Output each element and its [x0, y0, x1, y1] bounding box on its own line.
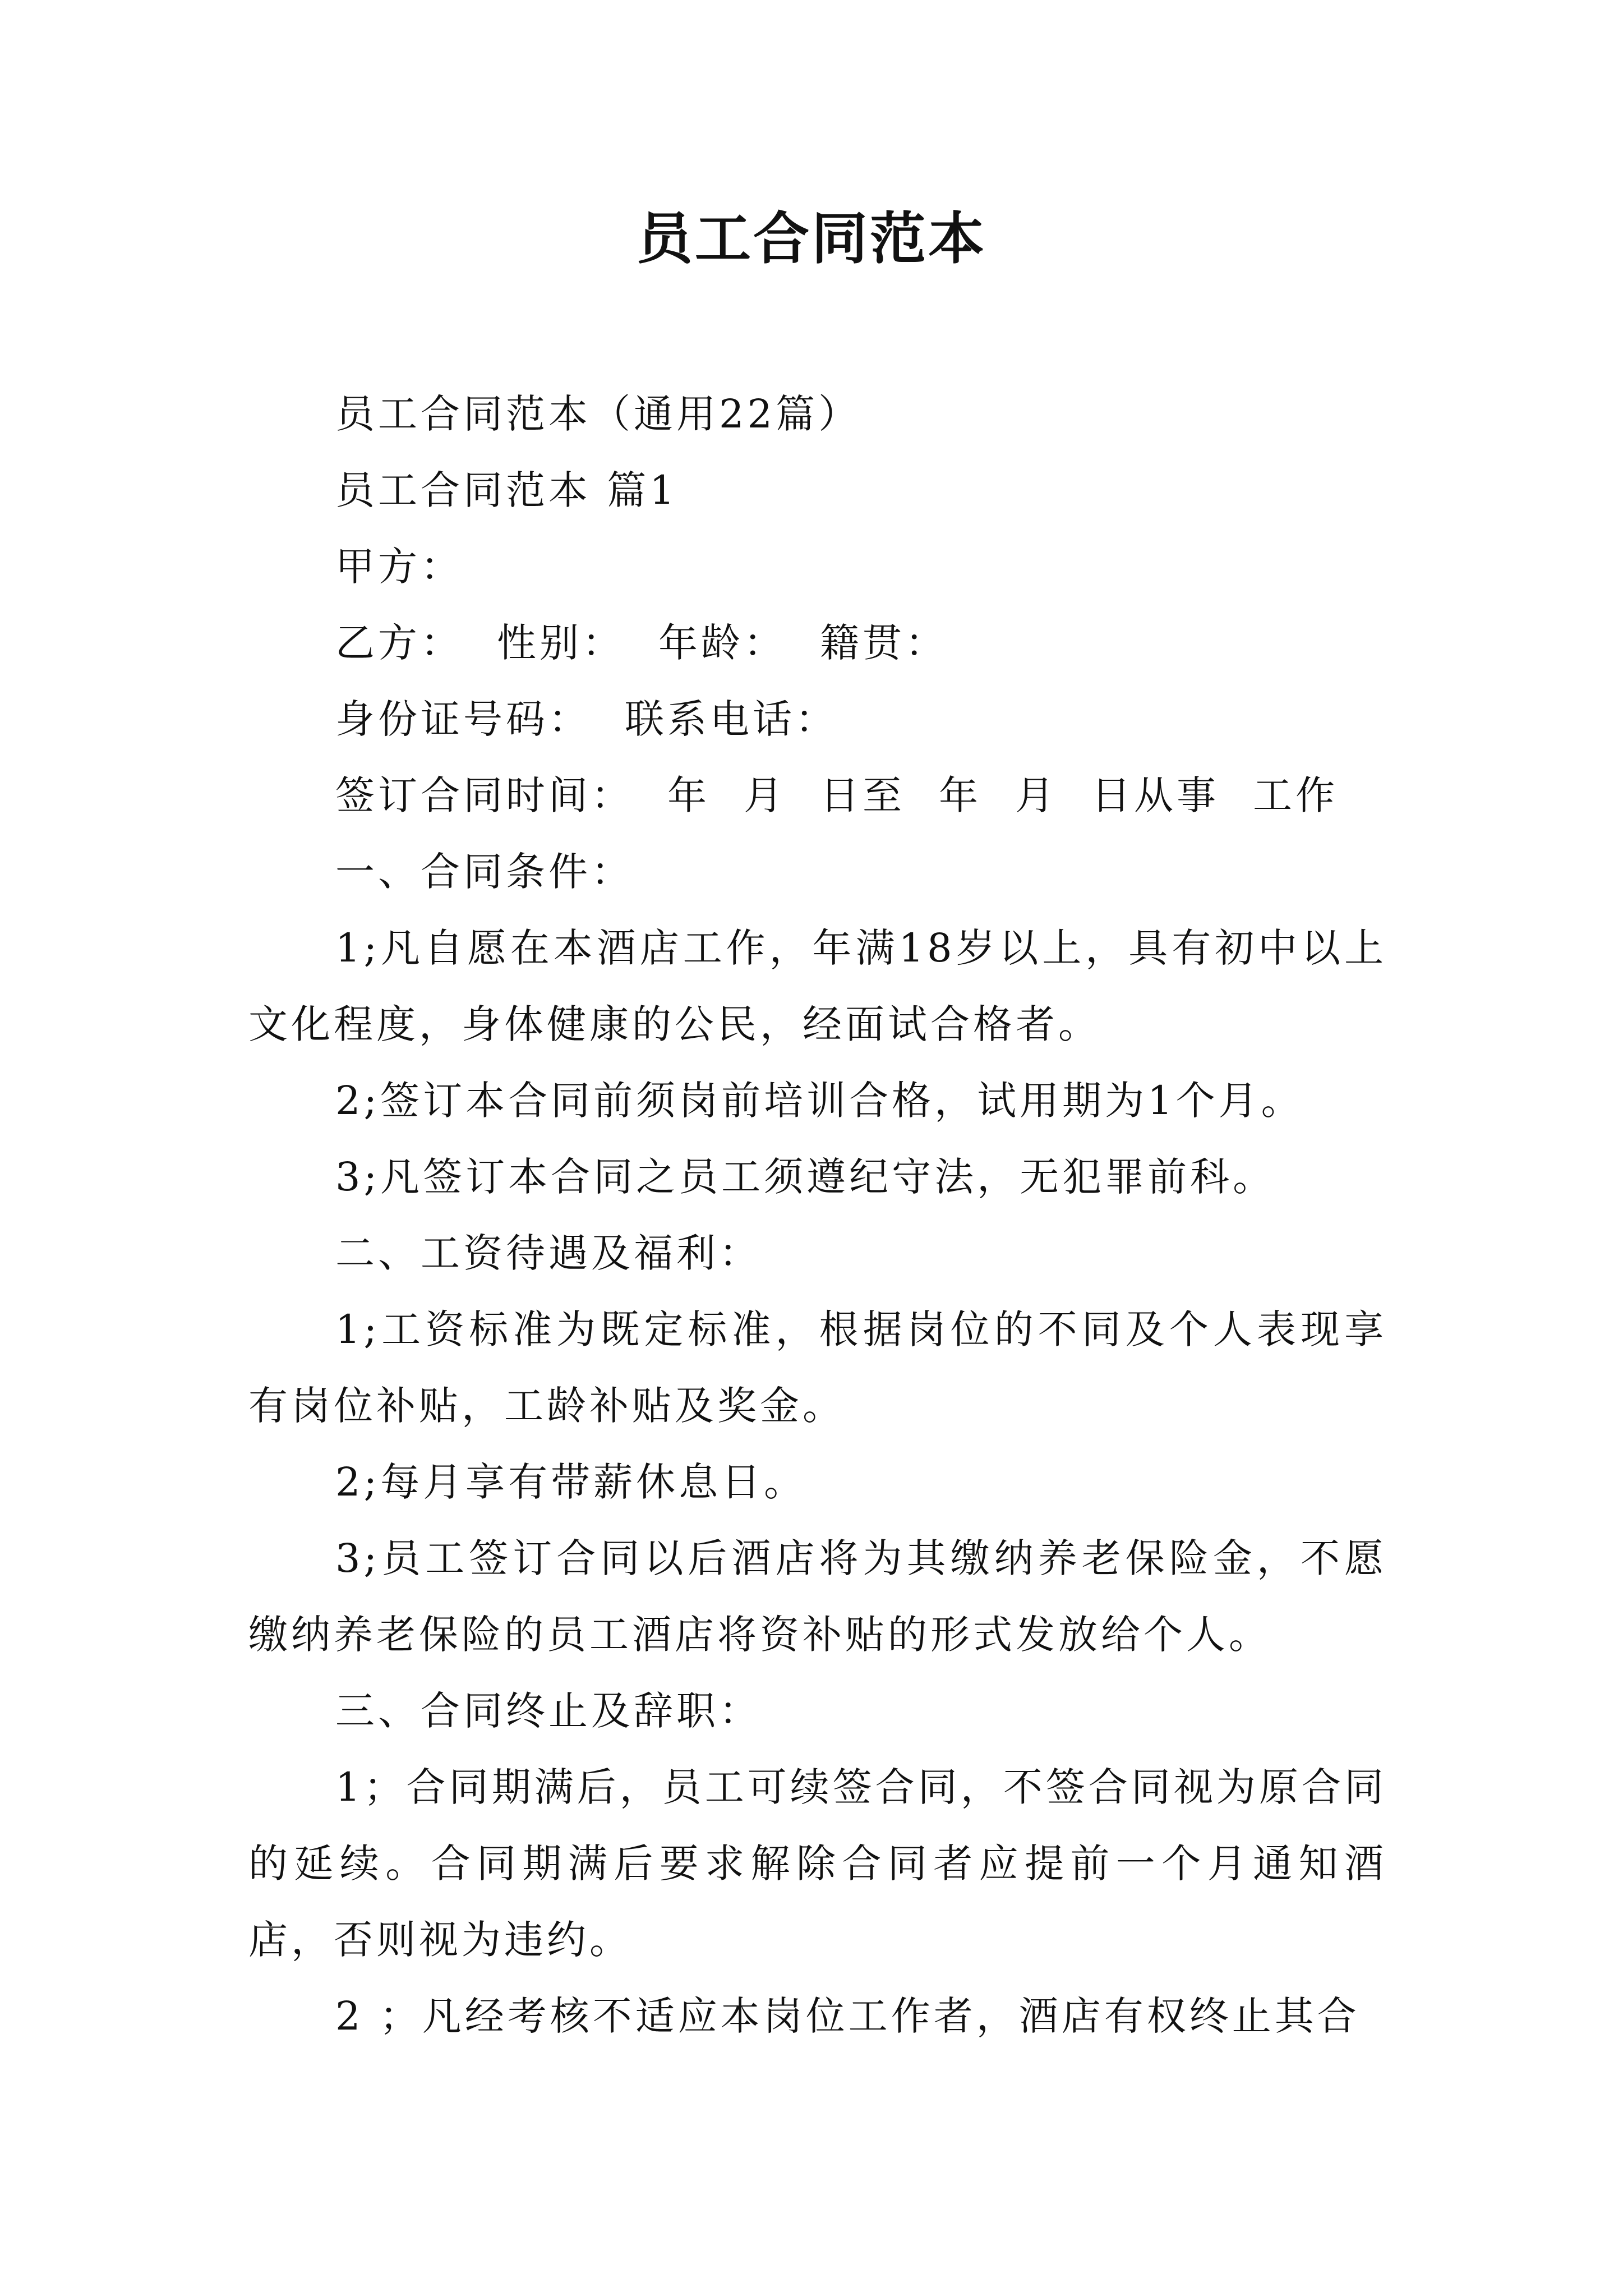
section-heading: 员工合同范本 篇1 — [335, 467, 678, 513]
end-month: 月 — [1015, 772, 1058, 818]
work-label: 工作 — [1253, 772, 1338, 818]
start-month: 月 — [744, 772, 786, 818]
clause-2-3: 3;员工签订合同以后酒店将为其缴纳养老保险金，不愿缴纳养老保险的员工酒店将资补贴的形式发放给个人。 — [248, 1535, 1387, 1658]
gender-field: 性别： — [497, 620, 625, 666]
heading-termination: 三、合同终止及辞职： — [335, 1688, 762, 1734]
document-body — [248, 376, 1387, 2054]
end-day-engage: 日从事 — [1091, 772, 1219, 818]
start-day-to: 日至 — [820, 772, 905, 818]
party-b-row — [248, 605, 1387, 681]
clause-1-1: 1;凡自愿在本酒店工作，年满18岁以上，具有初中以上文化程度，身体健康的公民，经面试合格者。 — [248, 925, 1387, 1047]
clause-1-2: 2;签订本合同前须岗前培训合格，试用期为1个月。 — [335, 1078, 1304, 1124]
heading-wages-benefits: 二、工资待遇及福利： — [335, 1230, 762, 1276]
sign-time-row — [248, 757, 1387, 834]
start-year: 年 — [667, 772, 710, 818]
clause-2-2: 2;每月享有带薪休息日。 — [335, 1459, 807, 1505]
party-a-field: 甲方： — [335, 544, 463, 590]
age-field: 年龄： — [658, 620, 786, 666]
document-title: 员工合同范本 — [637, 205, 986, 272]
heading-contract-conditions: 一、合同条件： — [335, 849, 634, 895]
subtitle: 员工合同范本（通用22篇） — [335, 391, 861, 437]
party-b-field: 乙方： — [335, 620, 463, 666]
sign-time-label: 签订合同时间： — [335, 772, 634, 818]
phone-field: 联系电话： — [625, 696, 838, 742]
native-place-field: 籍贯： — [820, 620, 948, 666]
clause-1-3: 3;凡签订本合同之员工须遵纪守法，无犯罪前科。 — [335, 1154, 1276, 1200]
end-year: 年 — [939, 772, 981, 818]
id-number-field: 身份证号码： — [335, 696, 591, 742]
clause-3-1: 1；合同期满后，员工可续签合同，不签合同视为原合同的延续。合同期满后要求解除合同者应提前一个月通知酒店，否则视为违约。 — [248, 1764, 1387, 1963]
clause-2-1: 1;工资标准为既定标准，根据岗位的不同及个人表现享有岗位补贴，工龄补贴及奖金。 — [248, 1306, 1387, 1429]
clause-3-2: 2 ；凡经考核不适应本岗位工作者，酒店有权终止其合 — [335, 1993, 1360, 2039]
id-phone-row — [248, 681, 1387, 757]
